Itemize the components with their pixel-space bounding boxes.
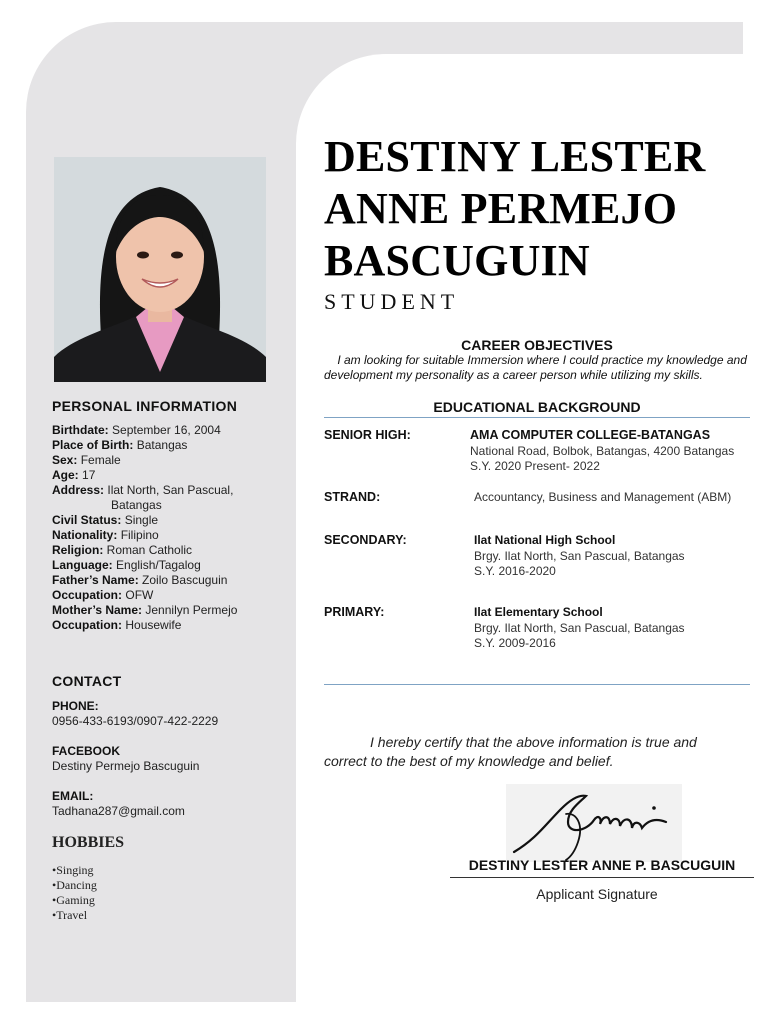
field-sex: Sex: Female	[52, 453, 121, 467]
field-father-occupation: Occupation: OFW	[52, 588, 154, 602]
hobbies-heading: HOBBIES	[52, 834, 125, 851]
signature-line	[450, 877, 754, 878]
signature-caption: Applicant Signature	[536, 886, 658, 902]
secondary-year: S.Y. 2016-2020	[474, 564, 556, 578]
hobby-item: •Singing	[52, 863, 94, 877]
signer-name: DESTINY LESTER ANNE P. BASCUGUIN	[468, 857, 736, 873]
name-line: ANNE PERMEJO	[324, 184, 678, 233]
strand-value: Accountancy, Business and Management (ABM)	[474, 490, 732, 504]
primary-address: Brgy. Ilat North, San Pascual, Batangas	[474, 620, 685, 635]
secondary-details	[474, 533, 685, 580]
career-objectives-text: I am looking for suitable Immersion where I could practice my knowledge and development my personality as a career person while utilizing my skills.	[324, 353, 747, 382]
primary-school: Ilat Elementary School	[474, 605, 603, 619]
field-language: Language: English/Tagalog	[52, 558, 201, 572]
field-religion: Religion: Roman Catholic	[52, 543, 193, 557]
hobby-item: •Dancing	[52, 878, 97, 892]
email-label: EMAIL:	[52, 789, 94, 803]
primary-year: S.Y. 2009-2016	[474, 636, 556, 650]
senior-high-year: S.Y. 2020 Present- 2022	[470, 459, 600, 473]
signature-image	[506, 784, 682, 862]
senior-high-address: National Road, Bolbok, Batangas, 4200 Batangas	[470, 443, 735, 458]
contact-heading: CONTACT	[52, 673, 122, 689]
field-address-line2: Batangas	[111, 498, 162, 512]
field-age: Age: 17	[52, 468, 96, 482]
hobby-item: •Gaming	[52, 893, 95, 907]
field-father-name: Father’s Name: Zoilo Bascuguin	[52, 573, 228, 587]
strand-label: STRAND:	[324, 490, 381, 504]
field-mother-occupation: Occupation: Housewife	[52, 618, 182, 632]
senior-high-details	[470, 428, 734, 475]
role-title: STUDENT	[324, 289, 460, 314]
senior-high-school: AMA COMPUTER COLLEGE-BATANGAS	[470, 428, 711, 442]
facebook-label: FACEBOOK	[52, 744, 121, 758]
career-objectives-heading: CAREER OBJECTIVES	[461, 337, 613, 353]
field-address: Address: Ilat North, San Pascual,	[52, 483, 234, 497]
field-civil-status: Civil Status: Single	[52, 513, 159, 527]
profile-photo	[54, 157, 266, 382]
email-value: Tadhana287@gmail.com	[52, 804, 185, 818]
field-nationality: Nationality: Filipino	[52, 528, 159, 542]
applicant-name	[324, 131, 705, 287]
education-heading: EDUCATIONAL BACKGROUND	[433, 399, 641, 415]
secondary-label: SECONDARY:	[324, 533, 407, 547]
top-band	[190, 22, 743, 54]
primary-label: PRIMARY:	[324, 605, 385, 619]
field-mother-name: Mother’s Name: Jennilyn Permejo	[52, 603, 238, 617]
phone-value: 0956-433-6193/0907-422-2229	[52, 714, 219, 728]
divider	[324, 684, 750, 685]
hobby-item: •Travel	[52, 908, 88, 922]
personal-info-heading: PERSONAL INFORMATION	[52, 398, 238, 414]
personal-info-list	[52, 423, 282, 633]
secondary-address: Brgy. Ilat North, San Pascual, Batangas	[474, 548, 685, 563]
secondary-school: Ilat National High School	[474, 533, 616, 547]
name-line: BASCUGUIN	[324, 236, 590, 285]
name-line: DESTINY LESTER	[324, 132, 706, 181]
primary-details	[474, 605, 685, 652]
facebook-value: Destiny Permejo Bascuguin	[52, 759, 200, 773]
divider	[324, 417, 750, 418]
certification-statement: I hereby certify that the above information is true and correct to the best of my knowledge and belief.	[324, 734, 697, 769]
phone-label: PHONE:	[52, 699, 99, 713]
field-birthdate: Birthdate: September 16, 2004	[52, 423, 221, 437]
senior-high-label: SENIOR HIGH:	[324, 428, 411, 442]
field-place-of-birth: Place of Birth: Batangas	[52, 438, 188, 452]
